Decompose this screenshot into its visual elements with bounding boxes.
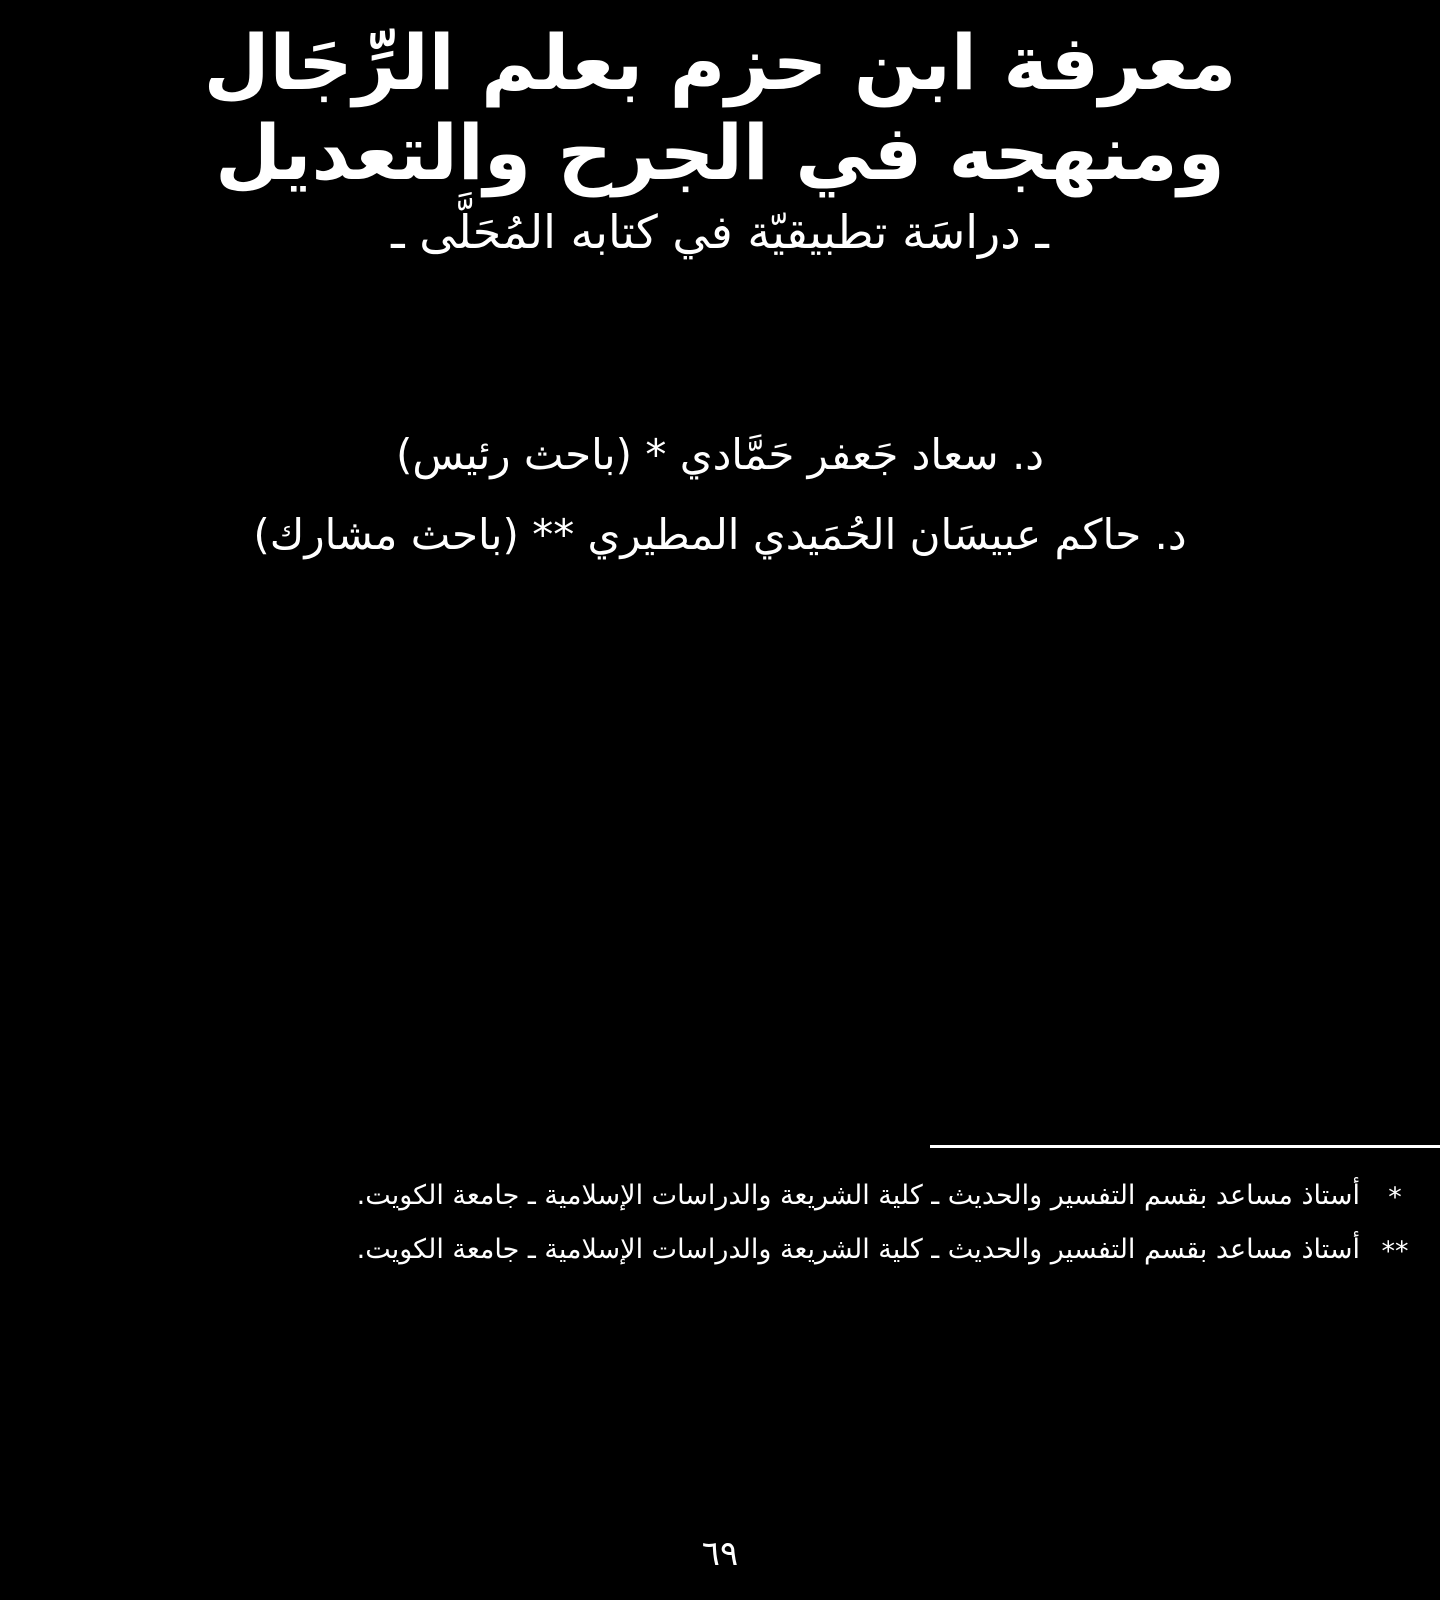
authors-block: [0, 415, 1440, 575]
footnotes-block: [10, 1175, 1430, 1283]
page-title-line-1: معرفة ابن حزم بعلم الرِّجَال: [203, 18, 1237, 107]
footnote-item: [10, 1229, 1430, 1273]
footnote-item: [10, 1175, 1430, 1219]
page-number: ٦٩: [701, 1534, 739, 1574]
page-subtitle: ـ دراسَة تطبيقيّة في كتابه المُحَلَّى ـ: [391, 205, 1049, 260]
footnote-text: أستاذ مساعد بقسم التفسير والحديث ـ كلية الشريعة والدراسات الإسلامية ـ جامعة الكويت.: [356, 1180, 1360, 1211]
footnote-marker: *: [1388, 1182, 1402, 1213]
page-title-line-2: ومنهجه في الجرح والتعديل: [215, 107, 1225, 197]
author-primary: د. سعاد جَعفر حَمَّادي * (باحث رئيس): [395, 430, 1045, 479]
footnote-separator: [930, 1145, 1440, 1148]
title-block: [0, 18, 1440, 259]
footnote-text: أستاذ مساعد بقسم التفسير والحديث ـ كلية الشريعة والدراسات الإسلامية ـ جامعة الكويت.: [356, 1233, 1360, 1265]
author-secondary: د. حاكم عبيسَان الحُمَيدي المطيري ** (باحث مشارك): [253, 509, 1187, 559]
footnote-marker: **: [1381, 1235, 1409, 1267]
